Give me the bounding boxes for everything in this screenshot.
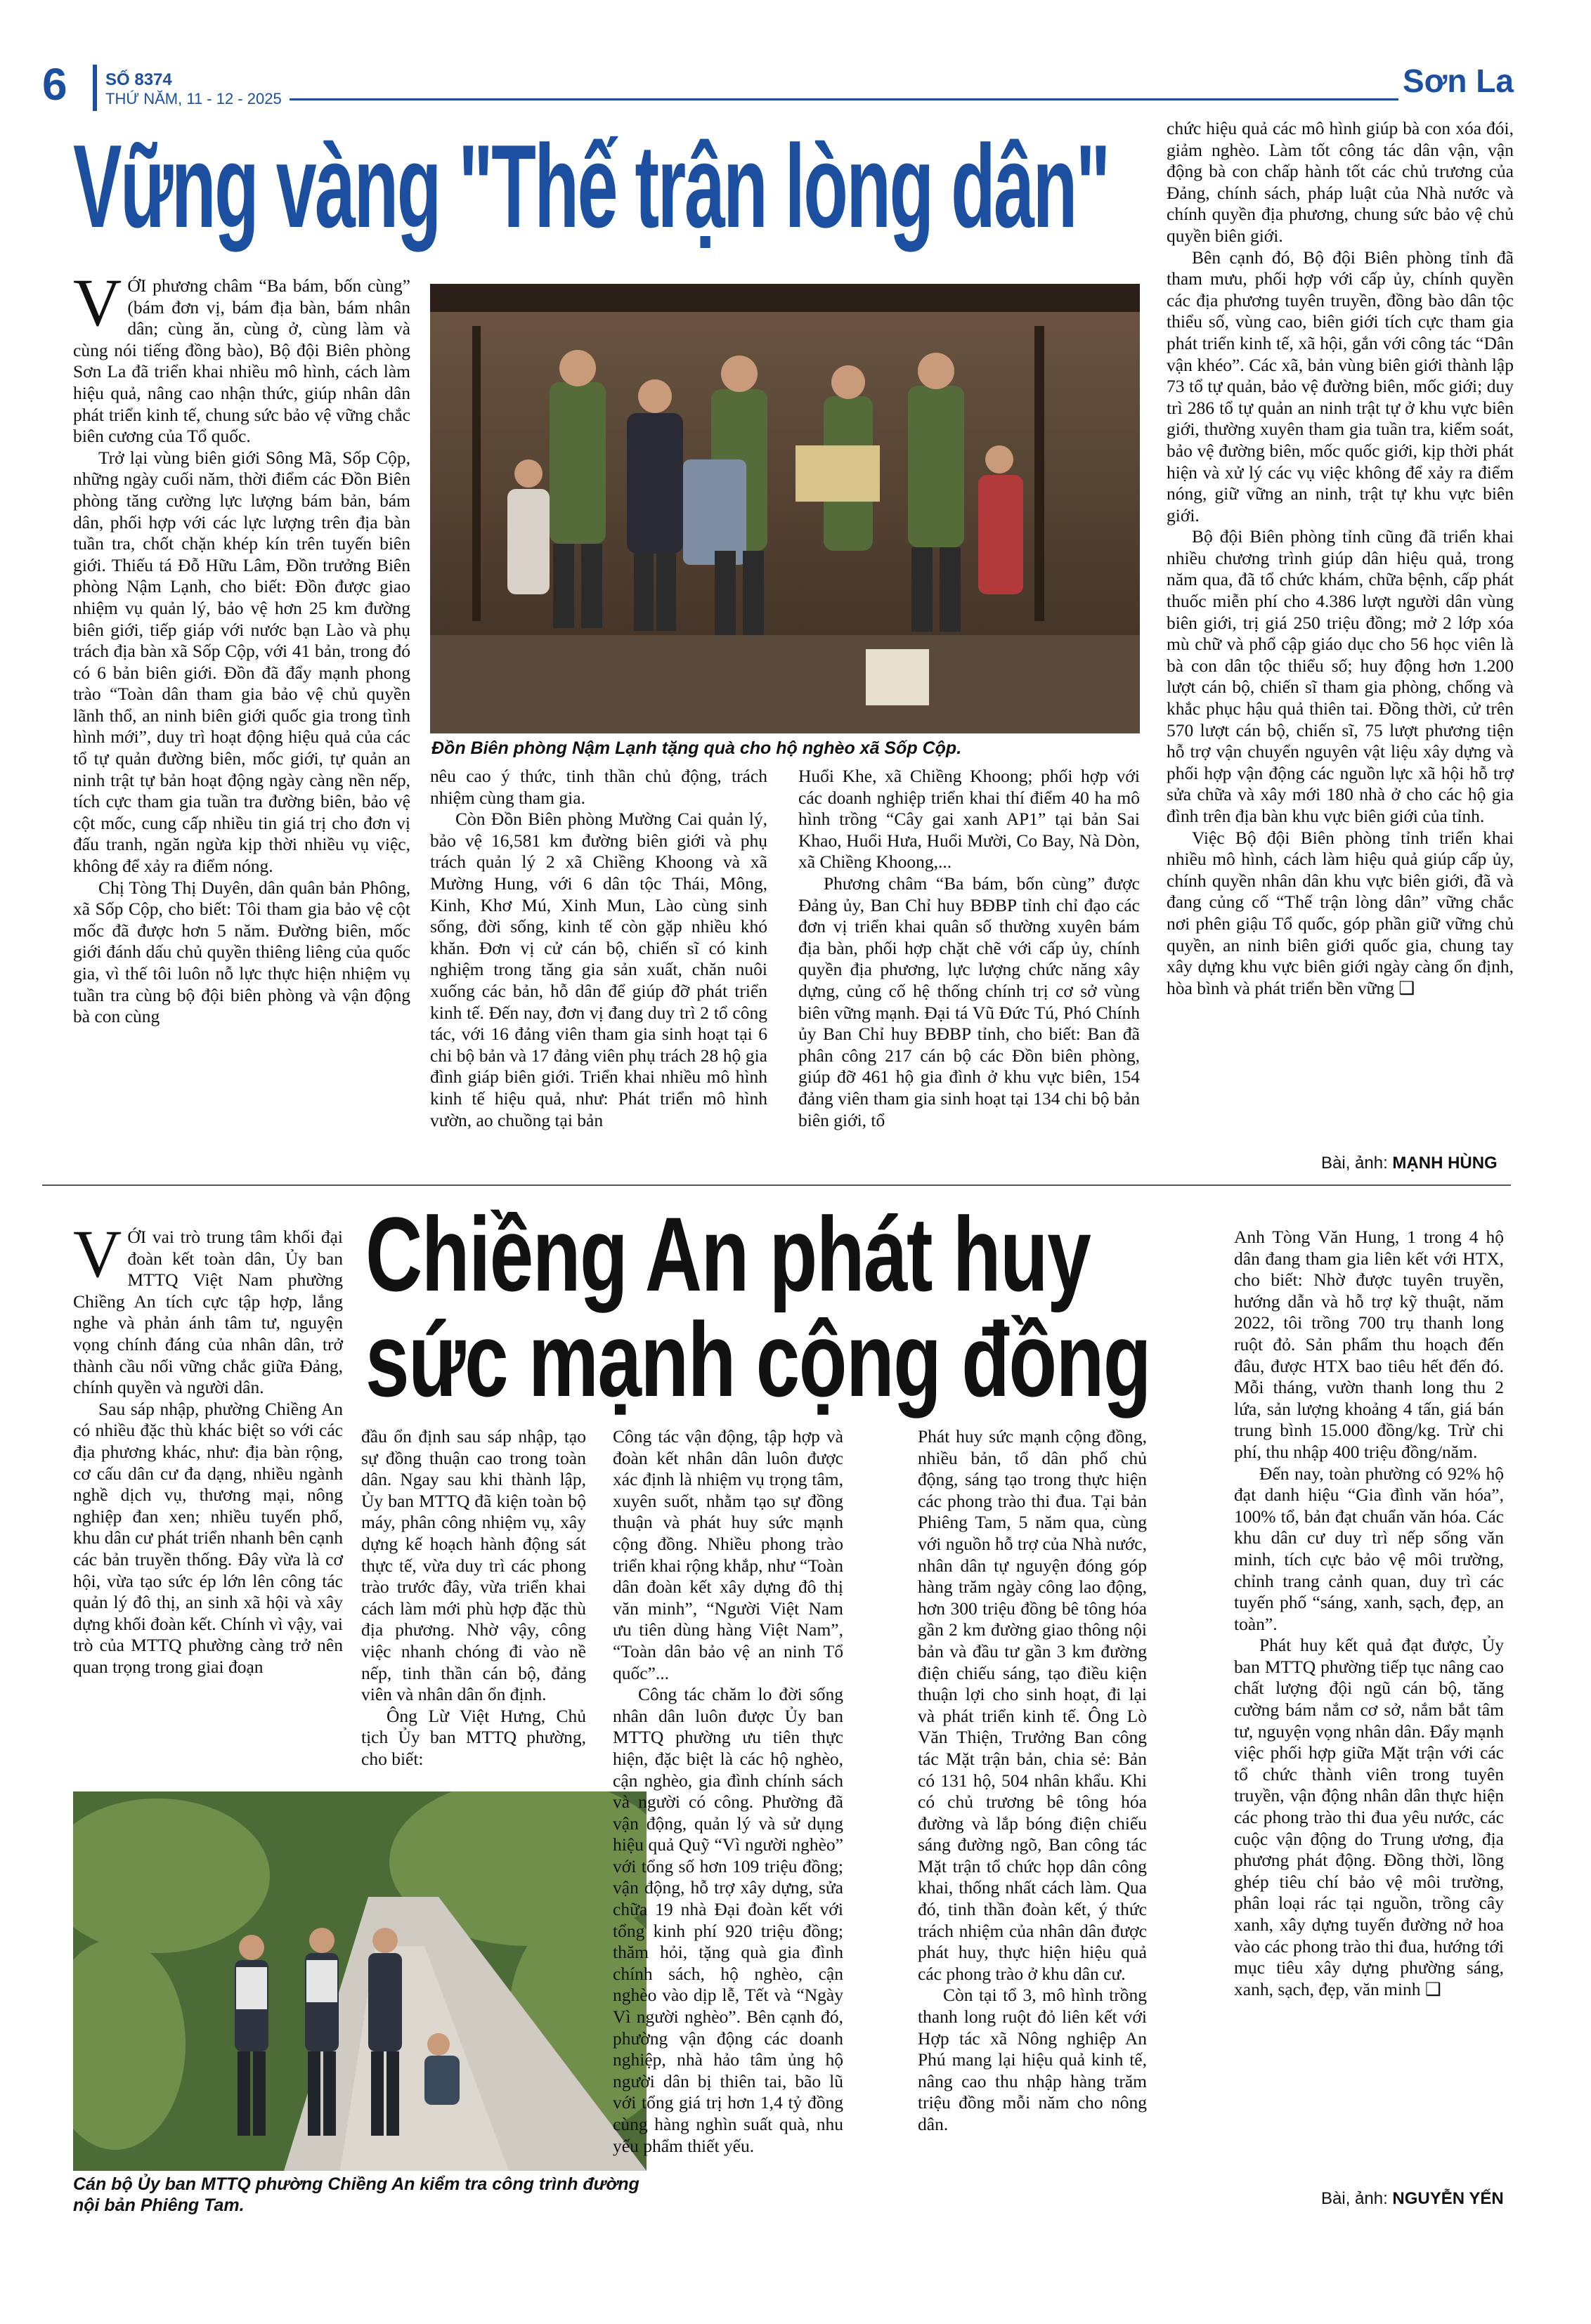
issue-date: THỨ NĂM, 11 - 12 - 2025 — [105, 90, 282, 107]
article2-paragraph: Đến nay, toàn phường có 92% hộ đạt danh hiệu “Gia đình văn hóa”, 100% tổ, bản đạt chuẩn văn hóa. Các khu dân cư duy trì nếp sống văn minh, tích cực bảo vệ môi trường, chỉnh trang cảnh quan, duy trì các tuyến phố “sáng, xanh, sạch, đẹp, an toàn”. — [1234, 1463, 1504, 1634]
article1-column-1 — [73, 265, 410, 1028]
article1-paragraph: chức hiệu quả các mô hình giúp bà con xóa đói, giảm nghèo. Làm tốt công tác dân vận, vận động bà con chấp hành tốt các chủ trương của Đảng, chính sách, pháp luật của Nhà nước và chính quyền địa phương, chung sức bảo vệ chủ quyền biên giới. — [1167, 118, 1514, 246]
section-title: Sơn La — [1403, 63, 1514, 99]
article2-column-2 — [361, 1426, 586, 1770]
article2-paragraph: Sau sáp nhập, phường Chiềng An có nhiều đặc thù khác biệt so với các địa phương khác, như: địa bàn rộng, cơ cấu dân cư đa dạng, nhiều ngành nghề dịch vụ, thương mại, nông nghiệp đan xen; nhiều tuyến phố, khu dân cư phát triển nhanh bên cạnh các bản truyền thống. Đây vừa là cơ hội, vừa tạo sức ép lớn lên công tác quản lý đô thị, an sinh xã hội và xây dựng khối đoàn kết. Chính vì vậy, vai trò của MTTQ phường càng trở nên quan trọng trong giai đoạn — [73, 1398, 343, 1677]
article2-paragraph: Còn tại tổ 3, mô hình trồng thanh long ruột đỏ liên kết với Hợp tác xã Nông nghiệp An Phú mang lại hiệu quả kinh tế, nâng cao thu nhập hàng trăm triệu đồng mỗi năm cho nông dân. — [918, 1985, 1147, 2134]
article2-dropcap: V — [73, 1216, 122, 1291]
byline-label: Bài, ảnh: — [1321, 2189, 1388, 2208]
article1-dropcap: V — [73, 265, 122, 340]
article2-paragraph: đầu ổn định sau sáp nhập, tạo sự đồng thuận cao trong toàn dân. Ngay sau khi thành lập, Ủy ban MTTQ đã kiện toàn bộ máy, phân công nhiệm vụ, xây dựng kế hoạch hành động sát thực tế, vừa duy trì các phong trào trước đây, vừa triển khai cách làm mới phù hợp đặc thù địa phương. Nhờ vậy, công việc nhanh chóng đi vào nề nếp, tinh thần cán bộ, đảng viên và nhân dân ổn định. — [361, 1426, 586, 1705]
article2-headline-line1: Chiềng An phát huy — [365, 1195, 1091, 1313]
article2-photo — [73, 1791, 647, 2171]
article1-photo-caption: Đồn Biên phòng Nậm Lạnh tặng quà cho hộ nghèo xã Sốp Cộp. — [431, 738, 962, 758]
article2-paragraph: Công tác chăm lo đời sống nhân dân luôn được Ủy ban MTTQ phường ưu tiên thực hiện, đặc biệt là các hộ nghèo, cận nghèo, gia đình chính sách và người có công. Phường đã vận động, quản lý và sử dụng hiệu quả Quỹ “Vì người nghèo” với tổng số hơn 109 triệu đồng; vận động, hỗ trợ xây dựng, sửa chữa 19 nhà Đại đoàn kết với tổng kinh phí 920 triệu đồng; thăm hỏi, tặng quà gia đình chính sách, hộ nghèo, cận nghèo vào dịp lễ, Tết và “Ngày Vì người nghèo”. Bên cạnh đó, phường vận động các doanh nghiệp, nhà hảo tâm ủng hộ người dân bị thiên tai, bão lũ với tổng giá trị hơn 1,4 tỷ đồng cùng hàng nghìn suất quà, nhu yếu phẩm thiết yếu. — [613, 1684, 843, 2156]
article1-paragraph: Trở lại vùng biên giới Sông Mã, Sốp Cộp, những ngày cuối năm, thời điểm các Đồn Biên phòng tăng cường lực lượng bám bản, bám dân, phối hợp với các lực lượng trên địa bàn tuần tra, chốt chặn khép kín trên tuyến biên giới. Thiếu tá Đỗ Hữu Lâm, Đồn trưởng Biên phòng Nậm Lạnh, cho biết: Đồn được giao nhiệm vụ quản lý, bảo vệ hơn 25 km đường biên giới, tiếp giáp với nước bạn Lào và phụ trách địa bàn xã Sốp Cộp, với 41 bản, trong đó có 6 bản biên giới. Đồn đã đẩy mạnh phong trào “Toàn dân tham gia bảo vệ chủ quyền lãnh thổ, an ninh biên giới quốc gia trong tình hình mới”, duy trì hoạt động hiệu quả của các tổ tự quản đường biên, mốc giới, tự quản an ninh trật tự bản hoạt động ngày càng nền nếp, tích cực tham gia tuần tra đường biên, bảo vệ cột mốc, cung cấp nhiều tin giá trị cho đơn vị đấu tranh, ngăn ngừa kịp thời nhiều vụ việc, không để xảy ra điểm nóng. — [73, 447, 410, 877]
article2-column-3 — [613, 1426, 843, 2157]
article-separator — [42, 1184, 1511, 1186]
article1-byline — [1321, 1154, 1498, 1173]
article2-column-1 — [73, 1216, 343, 1678]
article1-paragraph: Còn Đồn Biên phòng Mường Cai quản lý, bảo vệ 16,581 km đường biên giới và phụ trách quản lý 2 xã Chiềng Khoong và xã Mường Hung, với 6 dân tộc Thái, Mông, Kinh, Khơ Mú, Xinh Mun, Lào cùng sinh sống, đời sống, kinh tế còn gặp nhiều khó khăn. Đơn vị cử cán bộ, chiến sĩ có kinh nghiệm trong tăng gia sản xuất, chăn nuôi xuống các bản, hỗ dân để giúp đỡ phát triển kinh tế. Đến nay, đơn vị đang duy trì 2 tổ công tác, với 16 đảng viên tham gia sinh hoạt tại 6 chi bộ bản và 17 đảng viên phụ trách 28 hộ gia đình giáp biên giới. Triển khai nhiều mô hình kinh tế hiệu quả, như: Phát triển mô hình vườn, ao chuồng tại bản — [430, 809, 767, 1130]
header-rule — [290, 98, 1398, 100]
article2-byline — [1321, 2189, 1504, 2209]
article1-column-2 — [430, 766, 767, 1131]
article1-paragraph: Huổi Khe, xã Chiềng Khoong; phối hợp với các doanh nghiệp triển khai thí điểm 40 ha mô hình trồng “Cây gai xanh AP1” tại bản Sai Khao, Huổi Hưa, Huổi Mười, Co Bay, Nà Dòn, xã Chiềng Khoong,... — [798, 766, 1140, 873]
article2-lead: ỚI vai trò trung tâm khối đại đoàn kết toàn dân, Ủy ban MTTQ Việt Nam phường Chiềng An tích cực tập hợp, lắng nghe và phản ánh tâm tư, nguyện vọng chính đáng của nhân dân, trở thành cầu nối vững chắc giữa Đảng, chính quyền và người dân. — [73, 1227, 343, 1398]
article2-paragraph: Anh Tòng Văn Hung, 1 trong 4 hộ dân đang tham gia liên kết với HTX, cho biết: Nhờ được tuyên truyền, hướng dẫn và hỗ trợ kỹ thuật, năm 2022, tôi trồng 700 trụ thanh long ruột đỏ. Sản phẩm thu hoạch đến đâu, được HTX bao tiêu hết đến đó. Mỗi tháng, vườn thanh long thu 2 lứa, sản lượng khoảng 4 tấn, giá bán trung bình 15.000 đồng/kg. Trừ chi phí, thu nhập 400 triệu đồng/năm. — [1234, 1227, 1504, 1462]
article1-paragraph: Bên cạnh đó, Bộ đội Biên phòng tỉnh đã tham mưu, phối hợp với cấp ủy, chính quyền các địa phương tuyên truyền, đồng bào dân tộc thiểu số, vùng cao, biên giới tích cực tham gia phát triển kinh tế, xã hội, gắn với công tác “Dân vận khéo”. Các xã, bản vùng biên giới thành lập 73 tổ tự quản, bảo vệ đường biên, mốc giới; duy trì 286 tổ tự quản an ninh trật tự ở khu vực biên giới, thường xuyên tham gia tuần tra, kiểm soát, bảo vệ đường biên, mốc quốc giới, kịp thời phát hiện và xử lý các vụ việc không để xảy ra điểm nóng, giữ vững an ninh, trật tự khu vực biên giới. — [1167, 247, 1514, 525]
article1-paragraph: nêu cao ý thức, tinh thần chủ động, trách nhiệm cùng tham gia. — [430, 766, 767, 808]
byline-author: NGUYỄN YẾN — [1392, 2189, 1504, 2208]
article2-paragraph: Phát huy sức mạnh cộng đồng, nhiều bản, tổ dân phố chủ động, sáng tạo trong thực hiện các phong trào thi đua. Tại bản Phiêng Tam, 5 năm qua, cùng với nguồn hỗ trợ của Nhà nước, nhân dân tự nguyện đóng góp hàng trăm ngày công lao động, hơn 300 triệu đồng bê tông hóa gần 2 km đường giao thông nội bản và đầu tư gần 3 km đường điện chiếu sáng, tạo điều kiện thuận lợi cho sinh hoạt, đi lại và phát triển kinh tế. Ông Lò Văn Thiện, Trưởng Ban công tác Mặt trận bản, chia sẻ: Bản có 131 hộ, 504 nhân khẩu. Khi có chủ trương bê tông hóa đường và lắp bóng điện chiếu sáng đường ngõ, Ban công tác Mặt trận tổ chức họp dân công khai, thống nhất cách làm. Qua đó, tinh thần đoàn kết, ý thức trách nhiệm của nhân dân được phát huy, thực hiện hiệu quả các phong trào ở khu dân cư. — [918, 1426, 1147, 1984]
article2-headline-line2: sức mạnh cộng đồng — [365, 1300, 1151, 1418]
article1-photo — [430, 284, 1140, 733]
page-number: 6 — [42, 59, 67, 110]
article2-headline — [365, 1195, 1151, 1418]
article2-photo-caption: Cán bộ Ủy ban MTTQ phường Chiềng An kiểm tra công trình đường nội bản Phiêng Tam. — [73, 2174, 639, 2215]
article2-paragraph: Công tác vận động, tập hợp và đoàn kết nhân dân luôn được xác định là nhiệm vụ trọng tâm, xuyên suốt, nhằm tạo sự đồng thuận và phát huy sức mạnh cộng đồng. Nhiều phong trào triển khai rộng khắp, như “Toàn dân đoàn kết xây dựng đô thị văn minh”, “Người Việt Nam ưu tiên dùng hàng Việt Nam”, “Toàn dân bảo vệ an ninh Tổ quốc”... — [613, 1426, 843, 1683]
article1-paragraph: Chị Tòng Thị Duyên, dân quân bản Phông, xã Sốp Cộp, cho biết: Tôi tham gia bảo vệ cột mốc đã được hơn 5 năm. Đường biên, mốc giới đánh dấu chủ quyền thiêng liêng của quốc gia, vì thế tôi luôn nỗ lực thực hiện nhiệm vụ tuần tra cùng bộ đội biên phòng và vận động bà con cùng — [73, 877, 410, 1027]
article2-photo-image — [73, 1791, 647, 2171]
article1-paragraph: Phương châm “Ba bám, bốn cùng” được Đảng ủy, Ban Chỉ huy BĐBP tỉnh chỉ đạo các đơn vị triển khai quân số thường xuyên bám địa bàn, phối hợp chặt chẽ với cấp ủy, chính quyền địa phương, lực lượng chức năng xây dựng, củng cố hệ thống chính trị cơ sở vùng biên vững mạnh. Đại tá Vũ Đức Tú, Phó Chính ủy Ban Chỉ huy BĐBP tỉnh, cho biết: Ban đã phân công 217 cán bộ các Đồn biên phòng, giúp đỡ 461 hộ gia đình ở khu vực biên, 154 đảng viên tham gia sinh hoạt tại 134 chi bộ bản biên giới, tổ — [798, 873, 1140, 1130]
issue-number: SỐ 8374 — [105, 70, 172, 89]
article1-photo-image — [430, 284, 1140, 733]
article1-column-4 — [1167, 118, 1514, 999]
article1-headline: Vững vàng "Thế trận lòng dân" — [73, 120, 1109, 252]
article1-column-3 — [798, 766, 1140, 1131]
byline-label: Bài, ảnh: — [1321, 1154, 1388, 1173]
article1-paragraph: Việc Bộ đội Biên phòng tỉnh triển khai nhiều mô hình, cách làm hiệu quả giúp cấp ủy, chính quyền nhân dân khu vực biên giới, đã và đang củng cố “Thế trận lòng dân” vững chắc nơi phên giậu Tổ quốc, góp phần giữ vững chủ quyền, an ninh biên giới quốc gia, chung tay xây dựng khu vực biên giới ngày càng ổn định, hòa bình và phát triển bền vững ❑ — [1167, 827, 1514, 998]
article1-paragraph: Bộ đội Biên phòng tỉnh cũng đã triển khai nhiều chương trình giúp dân hiệu quả, trong năm qua, đã tổ chức khám, chữa bệnh, cấp phát thuốc miễn phí cho 4.386 lượt người dân vùng biên giới, trị giá 250 triệu đồng; mở 2 lớp xóa mù chữ và phổ cập giáo dục cho 56 học viên là bà con dân tộc thiểu số; huy động hơn 1.200 lượt cán bộ, chiến sĩ tham gia phòng, chống và khắc phục hậu quả thiên tai. Đồng thời, cử trên 570 lượt cán bộ, chiến sĩ, 75 lượt phương tiện hỗ trợ vận chuyển nguyên vật liệu xây dựng và phối hợp vận động các nguồn lực xã hội hỗ trợ sửa chữa và xây mới 180 nhà ở cho các hộ gia đình trên địa bàn khu vực biên giới của tỉnh. — [1167, 526, 1514, 826]
article2-column-4 — [918, 1426, 1147, 2136]
article1-lead: ỚI phương châm “Ba bám, bốn cùng” (bám đơn vị, bám địa bàn, bám nhân dân; cùng ăn, cùng ở, cùng làm và cùng nói tiếng đồng bào), Bộ đội Biên phòng Sơn La đã triển khai nhiều mô hình, cách làm hiệu quả, nâng cao nhận thức, giúp nhân dân phát triển kinh tế, chung sức bảo vệ vững chắc biên cương của Tổ quốc. — [73, 275, 410, 447]
article2-column-5 — [1234, 1227, 1504, 2000]
byline-author: MẠNH HÙNG — [1392, 1154, 1498, 1173]
header-divider — [93, 65, 97, 111]
article2-paragraph: Ông Lừ Việt Hưng, Chủ tịch Ủy ban MTTQ phường, cho biết: — [361, 1705, 586, 1769]
article2-paragraph: Phát huy kết quả đạt được, Ủy ban MTTQ phường tiếp tục nâng cao chất lượng đội ngũ cán bộ, tăng cường bám nắm cơ sở, nắm bắt tâm tư, nguyện vọng nhân dân. Đẩy mạnh việc phối hợp giữa Mặt trận với các tổ chức thành viên trong tuyên truyền, vận động nhân dân thực hiện các phong trào thi đua yêu nước, các cuộc vận động do Trung ương, địa phương phát động. Đồng thời, lồng ghép tiêu chí bảo vệ môi trường, phân loại rác tại nguồn, trồng cây xanh, xây dựng tuyến đường nở hoa vào các phong trào thi đua, hướng tới mục tiêu xây dựng phường sáng, xanh, sạch, đẹp, văn minh ❑ — [1234, 1635, 1504, 1999]
